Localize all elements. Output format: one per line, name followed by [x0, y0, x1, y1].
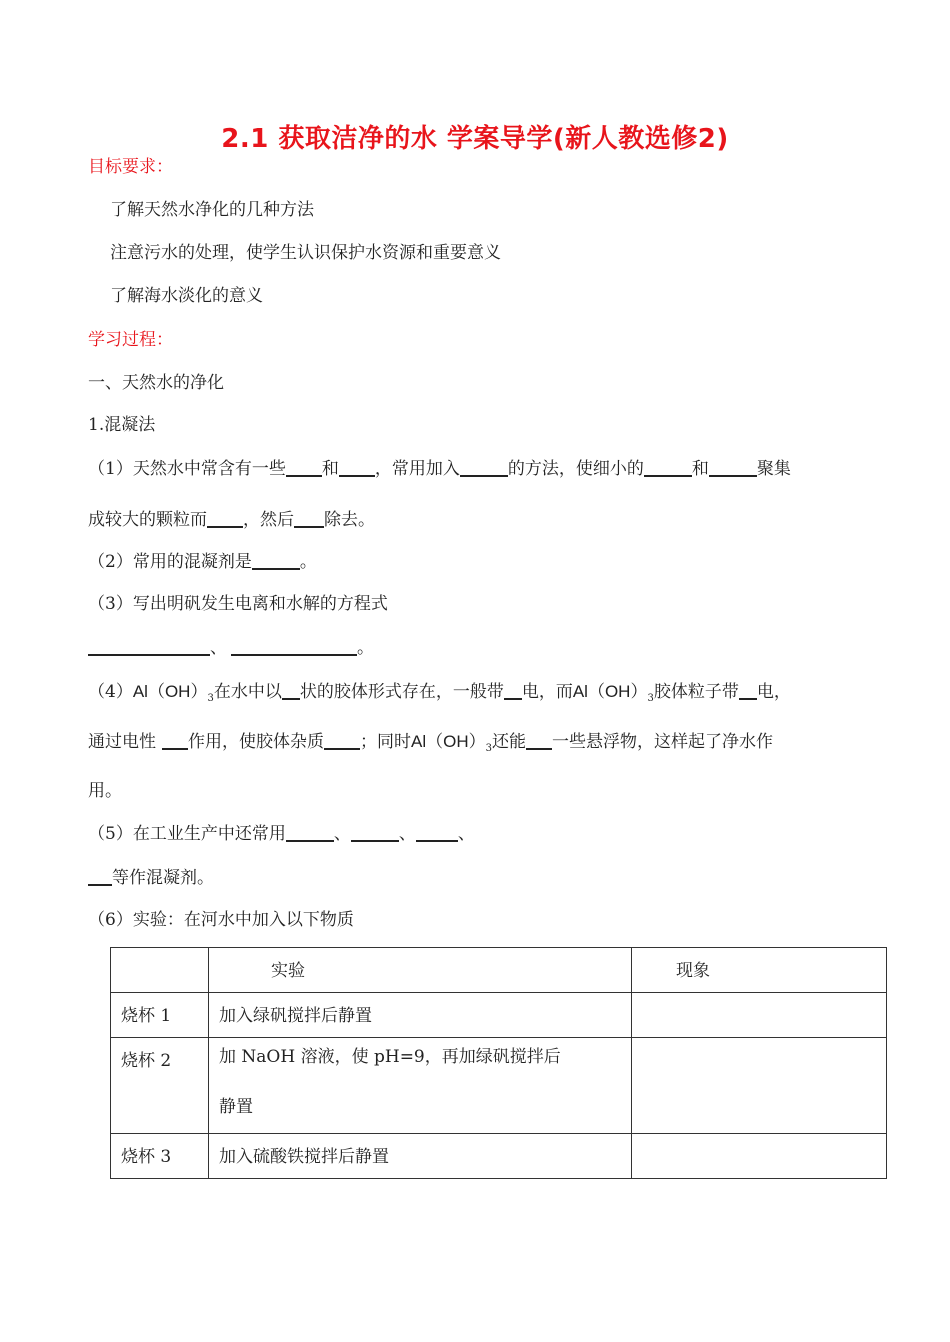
blank[interactable] [416, 822, 458, 842]
question-1-text: （1）天然水中常含有一些 [88, 459, 286, 479]
goal-item-3: 了解海水淡化的意义 [110, 286, 263, 306]
blank[interactable] [644, 457, 692, 477]
blank[interactable] [709, 457, 757, 477]
subsection-heading: 1.混凝法 [88, 415, 156, 435]
row-label: 烧杯 1 [111, 993, 209, 1038]
row-result[interactable] [632, 1038, 887, 1134]
question-4-line-1: $(4)Al(OH)_3$在水中以 状的胶体形式存在，一般带 电，而$Al(OH)_3$胶体粒子带 电， [88, 682, 791, 704]
blank[interactable] [207, 508, 243, 528]
table-row [111, 1038, 887, 1134]
blank[interactable] [351, 822, 399, 842]
question-5-line-1: （5）在工业生产中还常用 、 、 、 [88, 824, 475, 844]
question-4-line-3: 用。 [88, 781, 122, 801]
question-5-line-2: 等作混凝剂。 [88, 866, 214, 889]
question-2: （2）常用的混凝剂是 。 [88, 552, 317, 572]
blank[interactable] [526, 730, 552, 750]
question-4-line-2: 通过电性 作用，使胶体杂质 ；同时$Al(OH)_3$还能 一些悬浮物，这样起了净水作 [88, 732, 773, 754]
blank[interactable] [324, 730, 360, 750]
table-row [111, 1134, 887, 1179]
blank[interactable] [294, 508, 324, 528]
blank[interactable] [162, 730, 188, 750]
row-label: 烧杯 2 [111, 1038, 209, 1134]
blank[interactable] [252, 550, 300, 570]
blank[interactable] [460, 457, 508, 477]
row-label: 烧杯 3 [111, 1134, 209, 1179]
row-experiment: 加入绿矾搅拌后静置 [209, 993, 632, 1038]
blank[interactable] [286, 457, 322, 477]
table-row [111, 993, 887, 1038]
question-1-line-1: （1）天然水中常含有一些 和 ，常用加入 的方法，使细小的 和 聚集 [88, 459, 791, 479]
question-3: （3）写出明矾发生电离和水解的方程式 [88, 594, 388, 614]
blank[interactable] [339, 457, 375, 477]
blank[interactable] [504, 680, 522, 700]
question-1-line-2: 成较大的颗粒而 ，然后 除去。 [88, 510, 375, 530]
question-3-answer: 、 。 [88, 636, 374, 659]
table-header-cell: 现象 [632, 948, 887, 993]
blank[interactable] [282, 680, 300, 700]
row-result[interactable] [632, 993, 887, 1038]
page-title: 2.1 获取洁净的水 学案导学(新人教选修2) [221, 124, 729, 154]
row-experiment: 加入硫酸铁搅拌后静置 [209, 1134, 632, 1179]
row-experiment: 加 NaOH 溶液，使 pH=9，再加绿矾搅拌后 静置 [209, 1038, 632, 1134]
table-header-cell [111, 948, 209, 993]
row-result[interactable] [632, 1134, 887, 1179]
blank[interactable] [88, 866, 112, 886]
goal-item-1: 了解天然水净化的几种方法 [110, 200, 314, 220]
section-heading: 一、天然水的净化 [88, 373, 224, 393]
blank[interactable] [286, 822, 334, 842]
blank[interactable] [231, 636, 357, 656]
table-header-cell: 实验 [209, 948, 632, 993]
experiment-table [110, 947, 887, 1179]
question-6: （6）实验：在河水中加入以下物质 [88, 910, 354, 930]
table-header-row [111, 948, 887, 993]
goals-heading: 目标要求： [88, 157, 173, 177]
blank[interactable] [739, 680, 757, 700]
goal-item-2: 注意污水的处理，使学生认识保护水资源和重要意义 [110, 243, 501, 263]
process-heading: 学习过程： [88, 330, 173, 350]
blank[interactable] [88, 636, 210, 656]
